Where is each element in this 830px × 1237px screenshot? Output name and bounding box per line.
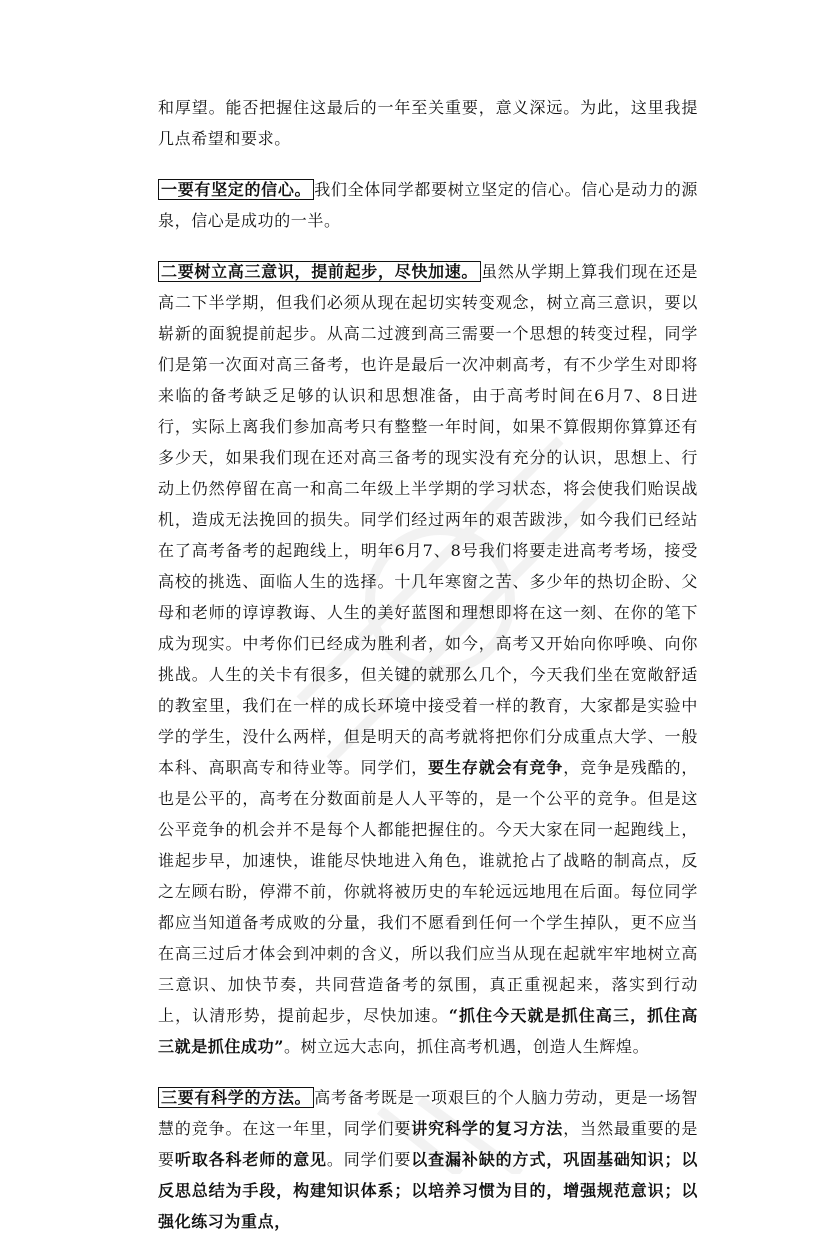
bold-phrase: 以查漏补缺的方式，巩固基础知识；以反思总结为手段，构建知识体系；以培养习惯为目的，增强规范意识；以强化练习为重点， — [158, 1150, 698, 1231]
section-heading-senior-awareness: 二要树立高三意识，提前起步，尽快加速。 — [158, 261, 481, 282]
section-heading-scientific-method: 三要有科学的方法。 — [158, 1087, 314, 1108]
paragraph-senior-awareness — [158, 256, 698, 1062]
paragraph-text: 。树立远大志向，抓住高考机遇，创造人生辉煌。 — [284, 1037, 650, 1056]
section-heading-confidence: 一要有坚定的信心。 — [158, 179, 314, 200]
paragraph-scientific-method — [158, 1082, 698, 1237]
bold-phrase: 要生存就会有竞争 — [428, 758, 564, 777]
document-body — [158, 92, 698, 1237]
paragraph-text: 我们全体同学都要树立坚定的信心。信心是动力的源泉，信心是成功的一半。 — [158, 180, 698, 230]
paragraph-text: ，竞争是残酷的，也是公平的，高考在分数面前是人人平等的，是一个公平的竞争。但是这公平竞争的机会并不是每个人都能把握住的。今天大家在同一起跑线上，谁起步早，加速快，谁能尽快地进入角色，谁就抢占了战略的制高点，反之左顾右盼，停滞不前，你就将被历史的车轮远远地甩在后面。每位同学都应当知道备考成败的分量，我们不愿看到任何一个学生掉队，更不应当在高三过后才体会到冲刺的含义，所以我们应当从现在起就牢牢地树立高三意识、加快节奏，共同营造备考的氛围，真正重视起来，落实到行动上，认清形势，提前起步，尽快加速。 — [158, 758, 698, 1025]
paragraph-intro — [158, 92, 698, 154]
paragraph-confidence — [158, 174, 698, 236]
bold-quote: “抓住今天就是抓住高三，抓住高三就是抓住成功” — [158, 1006, 698, 1056]
bold-phrase: 听取各科老师的意见 — [174, 1150, 327, 1169]
bold-phrase: 讲究科学的复习方法 — [411, 1119, 564, 1138]
paragraph-text: ，当然最重要的是要 — [158, 1119, 698, 1169]
paragraph-text: 虽然从学期上算我们现在还是高二下半学期，但我们必须从现在起切实转变观念，树立高三意识，要以崭新的面貌提前起步。从高二过渡到高三需要一个思想的转变过程，同学们是第一次面对高三备考，也许是最后一次冲刺高考，有不少学生对即将来临的备考缺乏足够的认识和思想准备，由于高考时间在6月7、8日进行，实际上离我们参加高考只有整整一年时间，如果不算假期你算算还有多少天，如果我们现在还对高三备考的现实没有充分的认识，思想上、行动上仍然停留在高一和高二年级上半学期的学习状态，将会使我们贻误战机，造成无法挽回的损失。同学们经过两年的艰苦跋涉，如今我们已经站在了高考备考的起跑线上，明年6月7、8号我们将要走进高考考场，接受高校的挑选、面临人生的选择。十几年寒窗之苦、多少年的热切企盼、父母和老师的谆谆教诲、人生的美好蓝图和理想即将在这一刻、在你的笔下成为现实。中考你们已经成为胜利者，如今，高考又开始向你呼唤、向你挑战。人生的关卡有很多，但关键的就那么几个，今天我们坐在宽敞舒适的教室里，我们在一样的成长环境中接受着一样的教育，大家都是实验中学的学生，没什么两样，但是明天的高考就将把你们分成重点大学、一般本科、高职高专和待业等。同学们， — [158, 262, 698, 777]
paragraph-text: 和厚望。能否把握住这最后的一年至关重要，意义深远。为此，这里我提几点希望和要求。 — [158, 98, 698, 148]
paragraph-text: 。同学们要 — [326, 1150, 412, 1169]
paragraph-text: 高考备考既是一项艰巨的个人脑力劳动，更是一场智慧的竞争。在这一年里，同学们要 — [158, 1088, 698, 1138]
